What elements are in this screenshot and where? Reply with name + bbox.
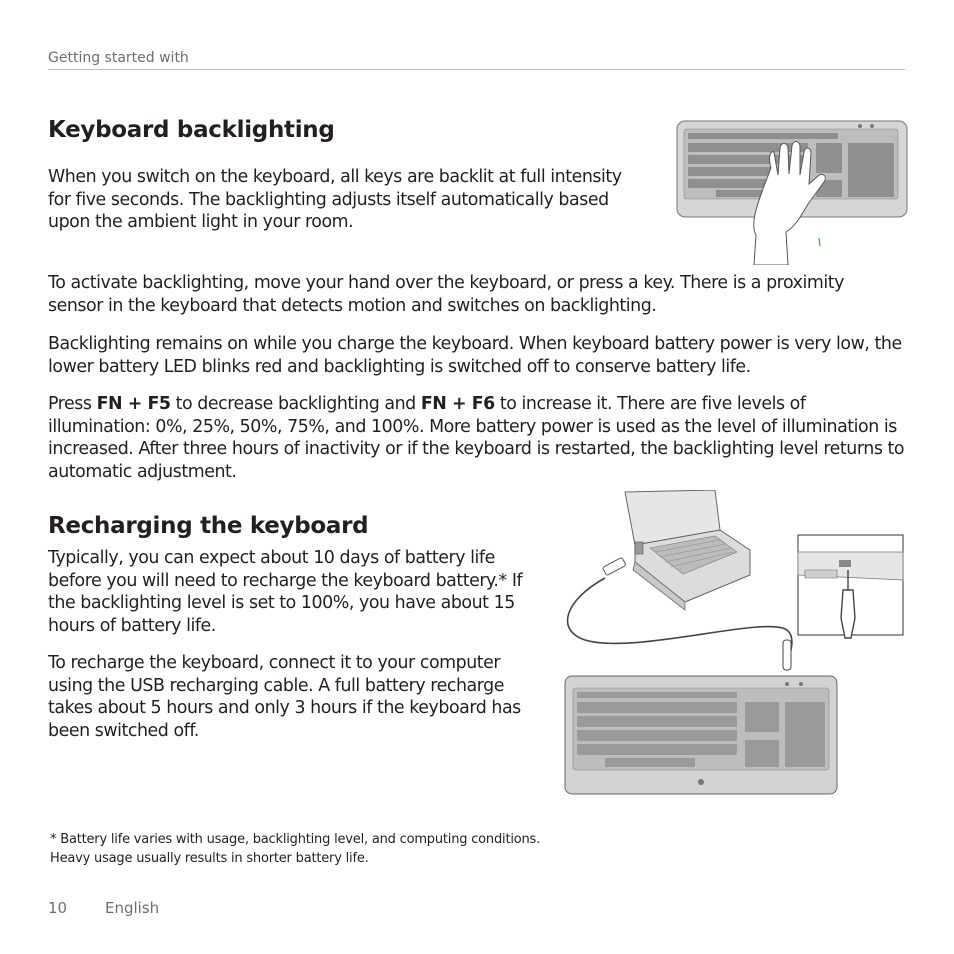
paragraph-charging-backlight: Backlighting remains on while you charge the keyboard. When keyboard battery power is very low, the lower battery LED blinks red and backlighting is switched off to conserve battery life.	[48, 334, 902, 377]
footer-language: English	[105, 899, 160, 917]
footnote	[50, 831, 540, 868]
footnote-line-1: * Battery life varies with usage, backlighting level, and computing conditions.	[50, 832, 541, 847]
heading-keyboard-backlighting: Keyboard backlighting	[48, 117, 335, 143]
heading-recharging: Recharging the keyboard	[48, 513, 369, 539]
paragraph-proximity-sensor: To activate backlighting, move your hand over the keyboard, or press a key. There is a proximity sensor in the keyboard that detects motion and switches on backlighting.	[48, 273, 844, 316]
press-text: Press	[48, 394, 97, 414]
running-title: Getting started with	[48, 50, 189, 66]
footnote-line-2: Heavy usage usually results in shorter battery life.	[50, 850, 369, 866]
mid-text: to decrease backlighting and	[170, 394, 421, 414]
paragraph-battery-life: Typically, you can expect about 10 days of battery life before you will need to recharge the keyboard battery.* If the backlighting level is set to 100%, you have about 15 hours of battery life.	[48, 548, 523, 636]
keyboard-hand-illustration	[676, 120, 908, 265]
paragraph-backlight-levels	[48, 393, 908, 483]
key-combo-fn-f6: FN + F6	[420, 394, 495, 414]
levels-text: to increase it. There are five levels of illumination: 0%, 25%, 50%, 75%, and 100%. More battery power is used as the level of illumination is increased. After three hours of inactivity or if the keyboard is restarted, the backlighting level returns to automatic adjustment.	[48, 394, 905, 482]
paragraph-recharge-instructions: To recharge the keyboard, connect it to your computer using the USB recharging cable. A full battery recharge takes about 5 hours and only 3 hours if the keyboard has been switched off.	[48, 653, 521, 741]
key-combo-fn-f5: FN + F5	[96, 394, 171, 414]
intro-paragraph: When you switch on the keyboard, all keys are backlit at full intensity for five seconds. The backlighting adjusts itself automatically based upon the ambient light in your room.	[48, 167, 622, 233]
recharging-illustration	[555, 490, 910, 800]
page-number: 10	[48, 899, 68, 917]
running-header	[48, 50, 905, 70]
